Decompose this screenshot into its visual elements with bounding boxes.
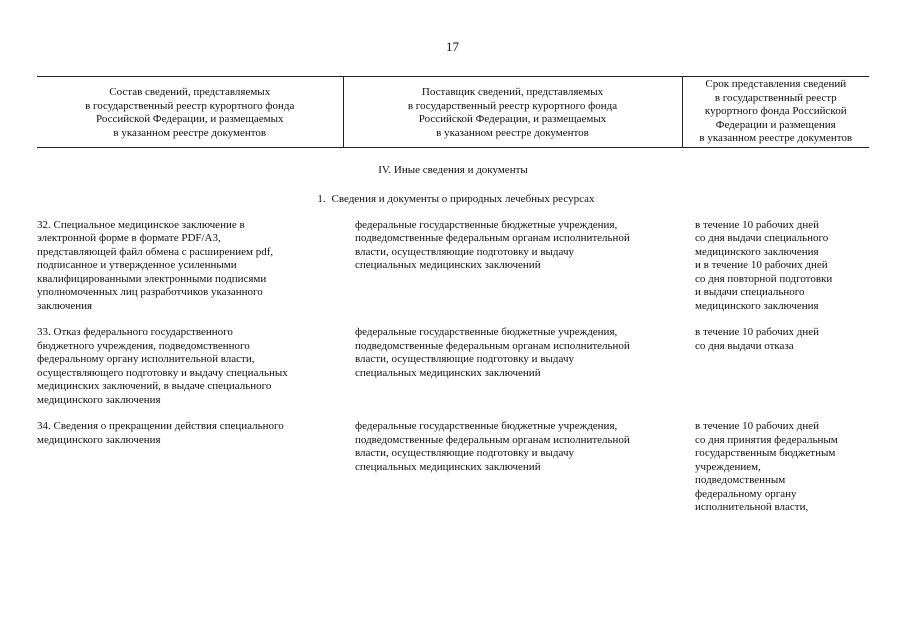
table-header-row [37,77,869,148]
table-row [37,420,869,528]
table-row [37,219,869,327]
row-composition: 34. Сведения о прекращении действия специального медицинского заключения [37,420,284,446]
row-composition: 33. Отказ федерального государственного бюджетного учреждения, подведомственного федеральному органу исполнительной власти, осуществляющего подготовку и выдачу специальных медицинских заключений, в выдаче специального медицинского заключения [37,326,288,406]
subsection-row [37,177,869,219]
row-deadline: в течение 10 рабочих дней со дня выдачи отказа [695,326,820,352]
subsection-title: 1. Сведения и документы о природных лечебных ресурсах [37,177,869,219]
row-composition: 32. Специальное медицинское заключение в электронной форме в формате PDF/A3, представляющей файл обмена с расширением pdf, подписанное и утвержденное усиленными квалифицированными электронными подписями уполномоченных лиц разработчиков указанного заключения [37,218,274,312]
row-supplier: федеральные государственные бюджетные учреждения, подведомственные федеральным органам исполнительной власти, осуществляющие подготовку и выдачу специальных медицинских заключений [355,326,630,379]
section-title: IV. Иные сведения и документы [378,163,528,176]
page-number: 17 [446,39,459,54]
header-col-composition: Состав сведений, представляемых в государственный реестр курортного фонда Российской Федерации, и размещаемых в указанном реестре документов [37,77,343,148]
table-row [37,326,869,420]
section-row [37,147,869,177]
registry-table [37,76,869,528]
header-col-deadline: Срок представления сведений в государственный реестр курортного фонда Российской Федерации и размещения в указанном реестре документов [682,77,869,148]
subsection-number: 1. [317,193,326,205]
header-col-supplier: Поставщик сведений, представляемых в государственный реестр курортного фонда Российской Федерации, и размещаемых в указанном реестре документов [343,77,682,148]
row-deadline: в течение 10 рабочих дней со дня принятия федеральным государственным бюджетным учреждением, подведомственным федеральному органу исполнительной власти, [695,420,838,513]
row-supplier: федеральные государственные бюджетные учреждения, подведомственные федеральным органам исполнительной власти, осуществляющие подготовку и выдачу специальных медицинских заключений [355,420,630,473]
row-deadline: в течение 10 рабочих дней со дня выдачи специального медицинского заключения и в течение 10 рабочих дней со дня повторной подготовки и выдачи специального медицинского заключения [695,218,833,312]
row-supplier: федеральные государственные бюджетные учреждения, подведомственные федеральным органам исполнительной власти, осуществляющие подготовку и выдачу специальных медицинских заключений [355,218,630,271]
